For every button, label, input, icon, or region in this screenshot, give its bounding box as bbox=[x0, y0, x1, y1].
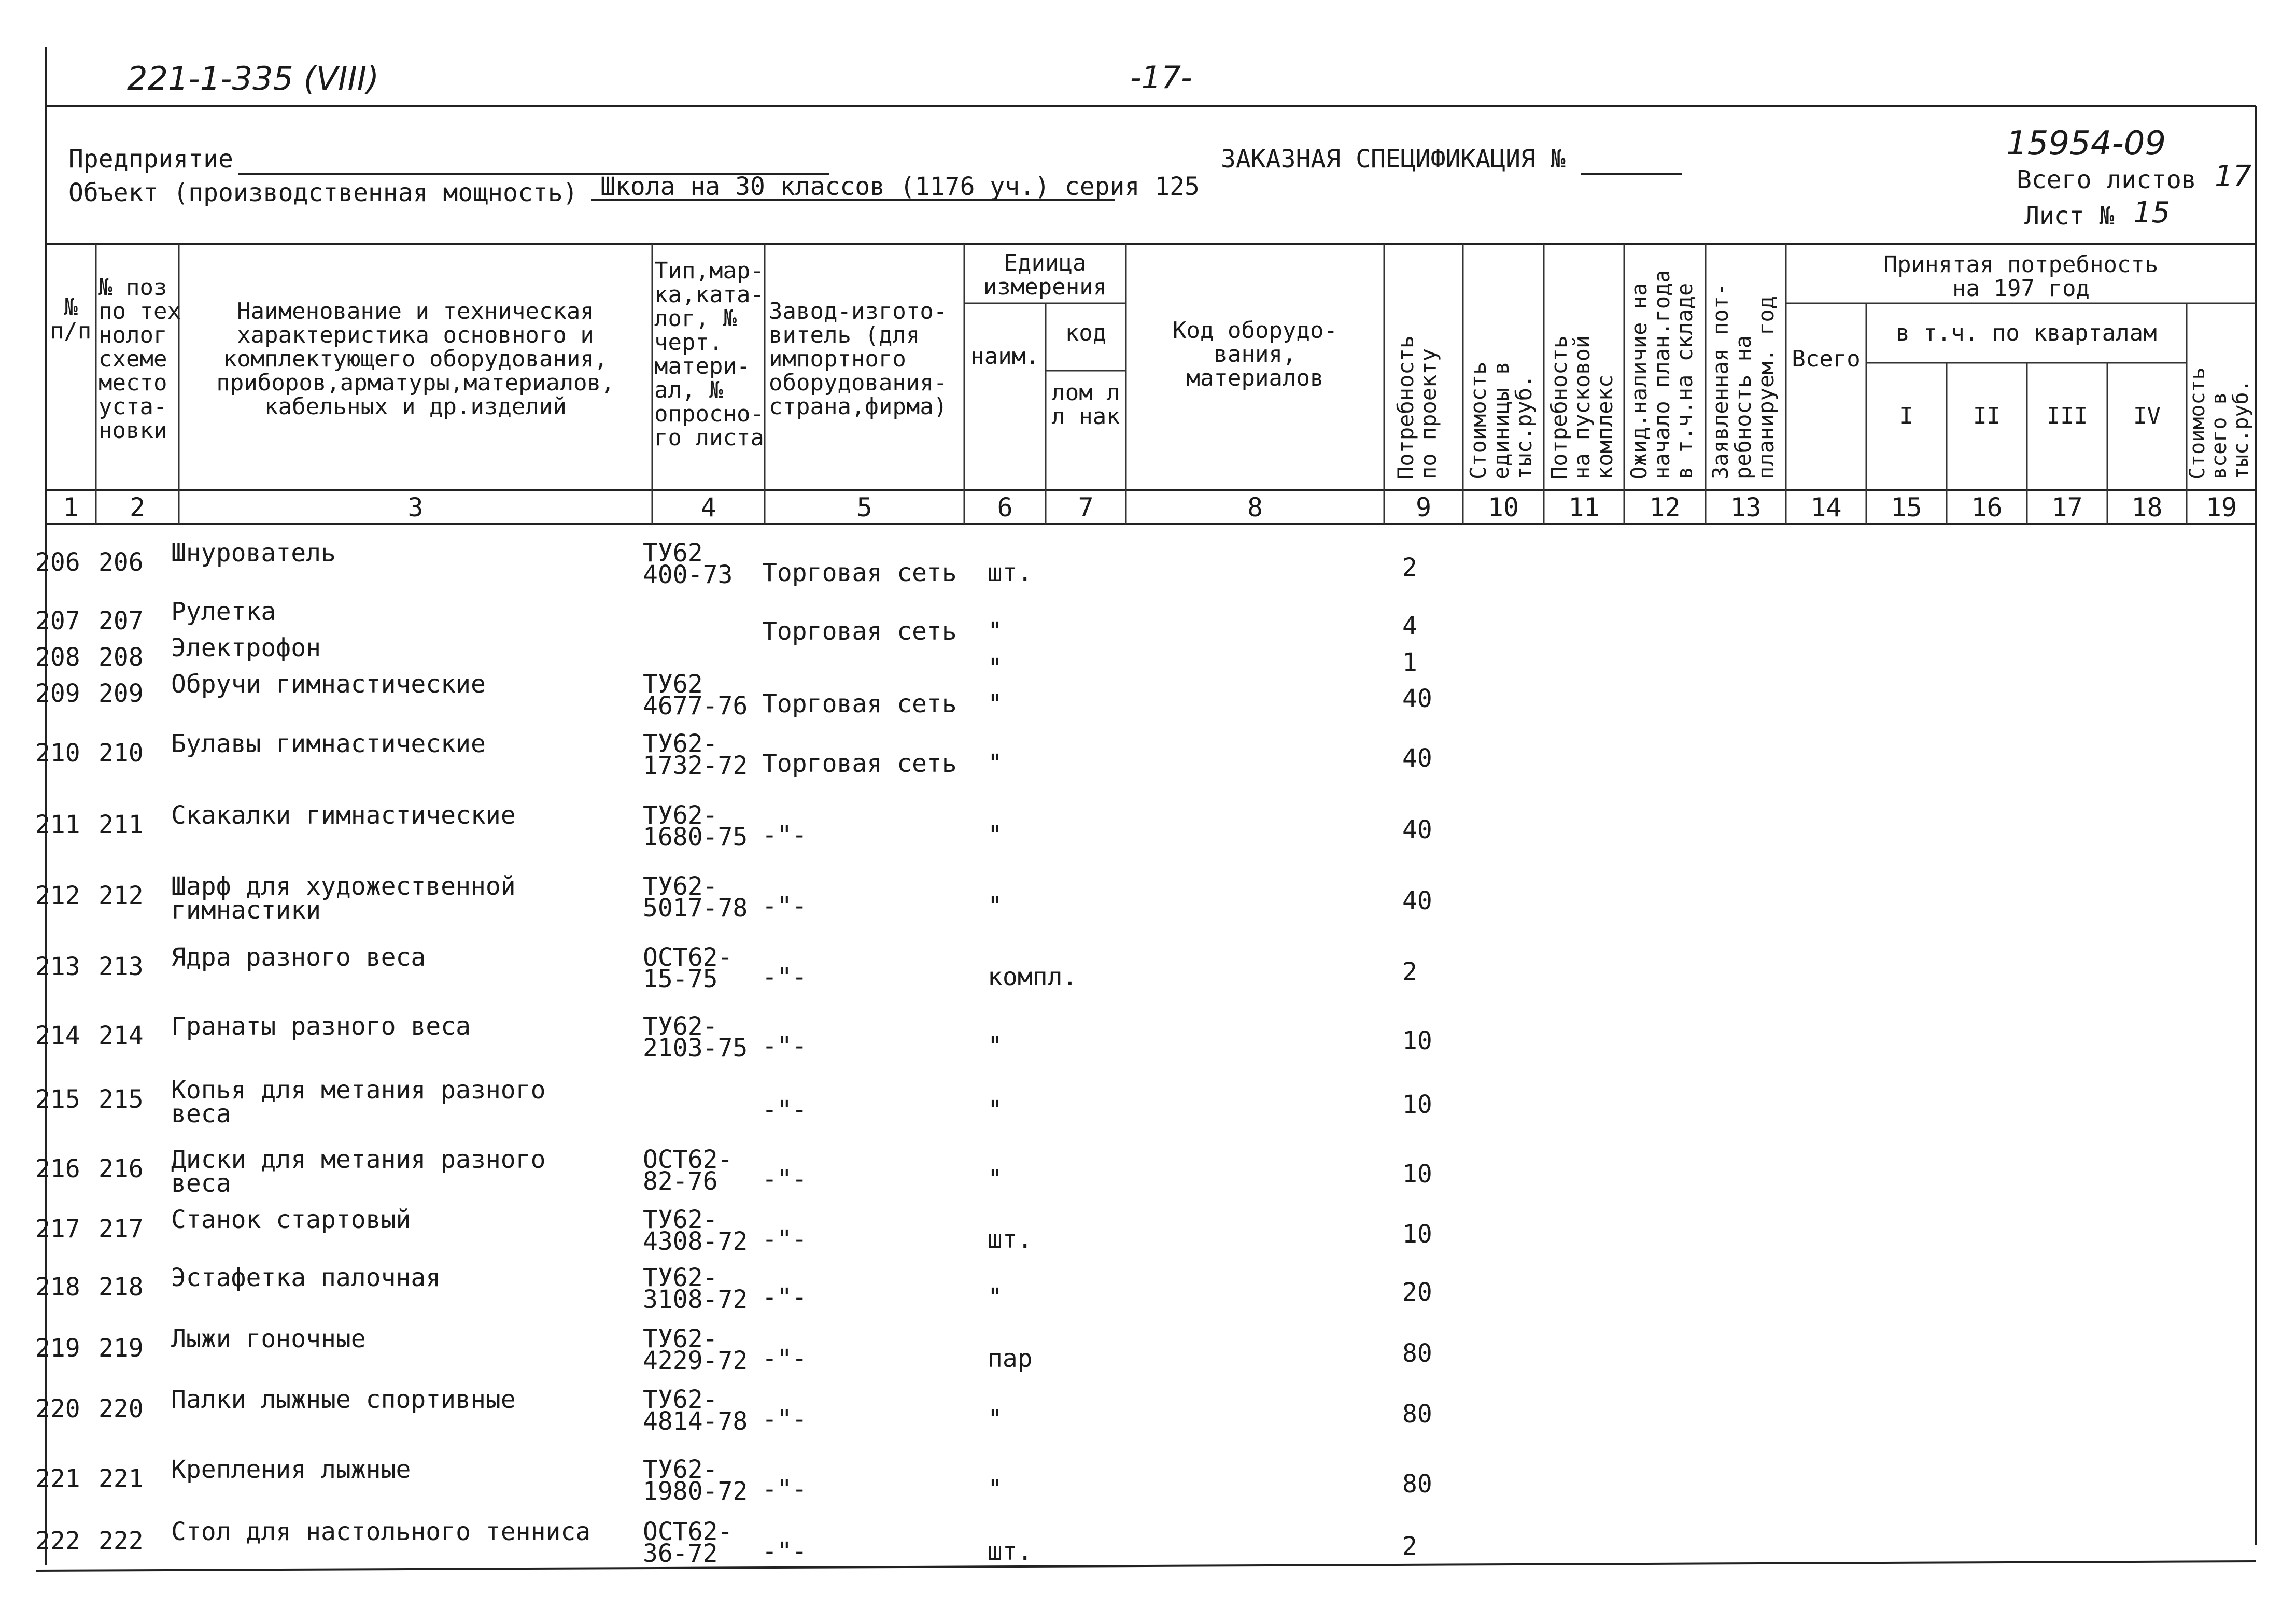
col-number-19: 19 bbox=[2205, 492, 2237, 523]
row-name-line: Электрофон bbox=[171, 633, 321, 662]
row-type-line: ТУ62- bbox=[643, 1263, 718, 1292]
row-quantity: 80 bbox=[1402, 1400, 1432, 1429]
row-number: 214 bbox=[35, 1021, 80, 1050]
row-name-line: Стол для настольного тенниса bbox=[171, 1517, 591, 1546]
col-number-8: 8 bbox=[1247, 492, 1263, 523]
row-type-line: 400-73 bbox=[643, 560, 733, 589]
row-name-line: Шнурователь bbox=[171, 539, 336, 568]
row-quantity: 2 bbox=[1402, 1532, 1417, 1561]
row-name-line: Копья для метания разного bbox=[171, 1076, 546, 1105]
row-manufacturer: Торговая сеть bbox=[762, 689, 957, 718]
row-type-line: 3108-72 bbox=[643, 1285, 748, 1314]
page-number: -17- bbox=[1130, 60, 1192, 96]
row-name-line: Диски для метания разного bbox=[171, 1145, 546, 1174]
row-number: 213 bbox=[35, 952, 80, 981]
row-manufacturer: -"- bbox=[762, 1537, 807, 1566]
object-value: Школа на 30 классов (1176 уч.) серия 125 bbox=[600, 172, 1200, 201]
row-quantity: 2 bbox=[1402, 553, 1417, 582]
row-name-line: Эстафетка палочная bbox=[171, 1263, 441, 1292]
row-quantity: 1 bbox=[1402, 648, 1417, 677]
total-sheets-label: Всего листов bbox=[2017, 165, 2196, 194]
row-quantity: 40 bbox=[1402, 744, 1432, 773]
col-number-9: 9 bbox=[1415, 492, 1432, 523]
col-header-3: Наименование и техническая характеристика основного и комплектующего оборудования, приборов,арматуры,материалов, кабельных и др.изделий bbox=[216, 298, 615, 420]
row-manufacturer: Торговая сеть bbox=[762, 749, 957, 778]
col-header-7: код bbox=[1065, 320, 1107, 346]
row-position: 222 bbox=[98, 1527, 144, 1556]
col-number-6: 6 bbox=[997, 492, 1013, 523]
row-quantity: 2 bbox=[1402, 957, 1417, 986]
row-manufacturer: -"- bbox=[762, 1344, 807, 1373]
row-quantity: 10 bbox=[1402, 1160, 1432, 1189]
row-quantity: 20 bbox=[1402, 1278, 1432, 1307]
row-number: 215 bbox=[35, 1085, 80, 1114]
row-type-line: 1980-72 bbox=[643, 1477, 748, 1506]
row-quantity: 10 bbox=[1402, 1220, 1432, 1249]
registration-number: 15954-09 bbox=[2006, 124, 2166, 163]
row-manufacturer: -"- bbox=[762, 1283, 807, 1312]
row-type-line: ОСТ62- bbox=[643, 943, 733, 972]
row-unit: " bbox=[988, 1032, 1003, 1061]
row-name-line: Гранаты разного веса bbox=[171, 1012, 471, 1041]
row-type-line: ТУ62- bbox=[643, 1455, 718, 1484]
col-header-2: № поз по тех нолог схеме место уста- новки bbox=[98, 274, 181, 444]
col-number-12: 12 bbox=[1649, 492, 1681, 523]
sheet-number: 15 bbox=[2133, 196, 2171, 230]
col-header-12: Ожид.наличие на начало план.года в т.ч.на складе bbox=[1626, 270, 1697, 479]
col-header-1: № п/п bbox=[50, 294, 92, 344]
total-sheets-value: 17 bbox=[2215, 160, 2252, 193]
row-position: 207 bbox=[98, 606, 144, 636]
row-number: 207 bbox=[35, 606, 80, 636]
row-name-line: Палки лыжные спортивные bbox=[171, 1385, 516, 1414]
row-unit: " bbox=[988, 749, 1003, 778]
row-type-line: ТУ62- bbox=[643, 1012, 718, 1041]
row-manufacturer: -"- bbox=[762, 892, 807, 921]
row-position: 212 bbox=[98, 881, 144, 910]
row-position: 213 bbox=[98, 952, 144, 981]
row-unit: " bbox=[988, 1475, 1003, 1504]
row-number: 206 bbox=[35, 548, 80, 577]
row-position: 210 bbox=[98, 739, 144, 768]
col-number-16: 16 bbox=[1971, 492, 2003, 523]
row-number: 209 bbox=[35, 679, 80, 708]
quarter-1: I bbox=[1899, 403, 1913, 429]
col-number-14: 14 bbox=[1810, 492, 1842, 523]
quarter-4: IV bbox=[2133, 403, 2161, 429]
row-number: 219 bbox=[35, 1334, 80, 1363]
enterprise-label: Предприятие bbox=[68, 145, 233, 174]
accepted-need-header: Принятая потребность на 197 год bbox=[1883, 251, 2159, 302]
col-header-8: Код оборудо- вания, материалов bbox=[1173, 317, 1337, 391]
col-number-7: 7 bbox=[1078, 492, 1094, 523]
row-unit: компл. bbox=[988, 963, 1078, 992]
row-type-line: 2103-75 bbox=[643, 1034, 748, 1063]
row-type-line: ТУ62- bbox=[643, 1205, 718, 1234]
row-type-line: 1732-72 bbox=[643, 751, 748, 780]
col-header-13: Заявленная пот- ребность на планируем. год bbox=[1708, 283, 1779, 479]
col-number-17: 17 bbox=[2051, 492, 2083, 523]
row-quantity: 10 bbox=[1402, 1090, 1432, 1119]
row-unit: " bbox=[988, 617, 1003, 646]
row-unit: шт. bbox=[988, 1537, 1033, 1566]
row-type-line: 15-75 bbox=[643, 965, 718, 994]
col-number-11: 11 bbox=[1568, 492, 1600, 523]
object-label: Объект (производственная мощность) bbox=[68, 178, 578, 207]
quarters-header: в т.ч. по кварталам bbox=[1896, 320, 2157, 346]
col-header-10: Стоимость единицы в тыс.руб. bbox=[1466, 361, 1537, 479]
row-manufacturer: -"- bbox=[762, 821, 807, 850]
row-type-line: ОСТ62- bbox=[643, 1517, 733, 1546]
row-position: 215 bbox=[98, 1085, 144, 1114]
row-manufacturer: -"- bbox=[762, 963, 807, 992]
row-number: 222 bbox=[35, 1527, 80, 1556]
row-unit: " bbox=[988, 1283, 1003, 1312]
row-type-line: ТУ62- bbox=[643, 801, 718, 830]
col-number-15: 15 bbox=[1891, 492, 1922, 523]
row-position: 220 bbox=[98, 1394, 144, 1423]
col-number-13: 13 bbox=[1730, 492, 1762, 523]
row-name-line: гимнастики bbox=[171, 896, 321, 925]
row-quantity: 40 bbox=[1402, 684, 1432, 713]
row-position: 217 bbox=[98, 1215, 144, 1244]
row-number: 221 bbox=[35, 1464, 80, 1493]
row-unit: пар bbox=[988, 1344, 1033, 1373]
row-position: 206 bbox=[98, 548, 144, 577]
col-header-7-sub: лом л л нак bbox=[1051, 379, 1120, 430]
row-name-line: Обручи гимнастические bbox=[171, 670, 486, 699]
row-position: 218 bbox=[98, 1273, 144, 1302]
col-header-19: Стоимость всего в тыс.руб. bbox=[2186, 367, 2253, 479]
row-name-line: Булавы гимнастические bbox=[171, 729, 486, 758]
row-unit: " bbox=[988, 1095, 1003, 1124]
row-type-line: ТУ62 bbox=[643, 670, 703, 699]
row-position: 214 bbox=[98, 1021, 144, 1050]
row-name-line: Станок стартовый bbox=[171, 1205, 411, 1234]
col-number-5: 5 bbox=[856, 492, 872, 523]
row-unit: " bbox=[988, 892, 1003, 921]
row-unit: " bbox=[988, 1405, 1003, 1434]
row-type-line: 82-76 bbox=[643, 1167, 718, 1196]
row-type-line: 1680-75 bbox=[643, 823, 748, 852]
row-number: 212 bbox=[35, 881, 80, 910]
row-quantity: 80 bbox=[1402, 1470, 1432, 1499]
row-type-line: ТУ62- bbox=[643, 1324, 718, 1353]
row-position: 208 bbox=[98, 643, 144, 672]
row-name-line: Скакалки гимнастические bbox=[171, 801, 516, 830]
row-unit: " bbox=[988, 689, 1003, 718]
row-type-line: 5017-78 bbox=[643, 894, 748, 923]
row-type-line: 36-72 bbox=[643, 1539, 718, 1568]
row-manufacturer: -"- bbox=[762, 1225, 807, 1254]
row-name-line: веса bbox=[171, 1169, 231, 1198]
row-type-line: 4229-72 bbox=[643, 1346, 748, 1375]
quarter-2: II bbox=[1973, 403, 2001, 429]
row-manufacturer: Торговая сеть bbox=[762, 617, 957, 646]
row-number: 217 bbox=[35, 1215, 80, 1244]
row-number: 220 bbox=[35, 1394, 80, 1423]
col-number-1: 1 bbox=[63, 492, 79, 523]
row-quantity: 40 bbox=[1402, 886, 1432, 915]
row-number: 210 bbox=[35, 739, 80, 768]
row-type-line: 4308-72 bbox=[643, 1227, 748, 1256]
row-number: 218 bbox=[35, 1273, 80, 1302]
row-manufacturer: -"- bbox=[762, 1475, 807, 1504]
row-manufacturer: Торговая сеть bbox=[762, 558, 957, 587]
row-unit: " bbox=[988, 653, 1003, 682]
row-type-line: ТУ62 bbox=[643, 539, 703, 568]
col-number-18: 18 bbox=[2131, 492, 2163, 523]
col-number-10: 10 bbox=[1487, 492, 1519, 523]
row-type-line: ТУ62- bbox=[643, 729, 718, 758]
row-name-line: Шарф для художественной bbox=[171, 872, 516, 901]
row-position: 211 bbox=[98, 810, 144, 839]
row-type-line: ТУ62- bbox=[643, 1385, 718, 1414]
quarter-3: III bbox=[2046, 403, 2088, 429]
row-unit: " bbox=[988, 1165, 1003, 1194]
row-manufacturer: -"- bbox=[762, 1032, 807, 1061]
row-position: 209 bbox=[98, 679, 144, 708]
unit-group-header: Едиица измерения bbox=[983, 250, 1107, 300]
row-quantity: 40 bbox=[1402, 815, 1432, 844]
col-number-2: 2 bbox=[129, 492, 146, 523]
col-header-11: Потребность на пусковой комплекс bbox=[1546, 335, 1617, 479]
spec-title: ЗАКАЗНАЯ СПЕЦИФИКАЦИЯ № bbox=[1221, 145, 1566, 174]
row-position: 216 bbox=[98, 1154, 144, 1183]
row-number: 208 bbox=[35, 643, 80, 672]
row-name-line: Лыжи гоночные bbox=[171, 1324, 366, 1353]
row-position: 221 bbox=[98, 1464, 144, 1493]
row-name-line: Ядра разного веса bbox=[171, 943, 426, 972]
row-manufacturer: -"- bbox=[762, 1405, 807, 1434]
row-name-line: веса bbox=[171, 1099, 231, 1128]
row-quantity: 10 bbox=[1402, 1026, 1432, 1055]
row-type-line: 4814-78 bbox=[643, 1407, 748, 1436]
row-name-line: Крепления лыжные bbox=[171, 1455, 411, 1484]
row-position: 219 bbox=[98, 1334, 144, 1363]
row-type-line: ТУ62- bbox=[643, 872, 718, 901]
row-unit: шт. bbox=[988, 1225, 1033, 1254]
row-manufacturer: -"- bbox=[762, 1095, 807, 1124]
col-number-4: 4 bbox=[700, 492, 716, 523]
row-quantity: 80 bbox=[1402, 1339, 1432, 1368]
col-number-3: 3 bbox=[407, 492, 424, 523]
col-header-6: наим. bbox=[970, 343, 1039, 370]
row-name-line: Рулетка bbox=[171, 597, 276, 626]
row-number: 216 bbox=[35, 1154, 80, 1183]
document-code: 221-1-335 (VIII) bbox=[127, 60, 379, 97]
row-unit: " bbox=[988, 821, 1003, 850]
col-header-5: Завод-изгото- витель (для импортного оборудования- страна,фирма) bbox=[769, 298, 948, 420]
row-type-line: 4677-76 bbox=[643, 691, 748, 721]
row-number: 211 bbox=[35, 810, 80, 839]
row-manufacturer: -"- bbox=[762, 1165, 807, 1194]
col-header-14: Всего bbox=[1792, 346, 1861, 372]
sheet-label: Лист № bbox=[2024, 202, 2115, 231]
col-header-9: Потребность по проекту bbox=[1393, 335, 1441, 479]
col-header-4: Тип,мар- ка,ката- лог, № черт. матери- ал, № опросно- го листа bbox=[654, 258, 764, 451]
row-quantity: 4 bbox=[1402, 612, 1417, 641]
row-type-line: ОСТ62- bbox=[643, 1145, 733, 1174]
row-unit: шт. bbox=[988, 558, 1033, 587]
